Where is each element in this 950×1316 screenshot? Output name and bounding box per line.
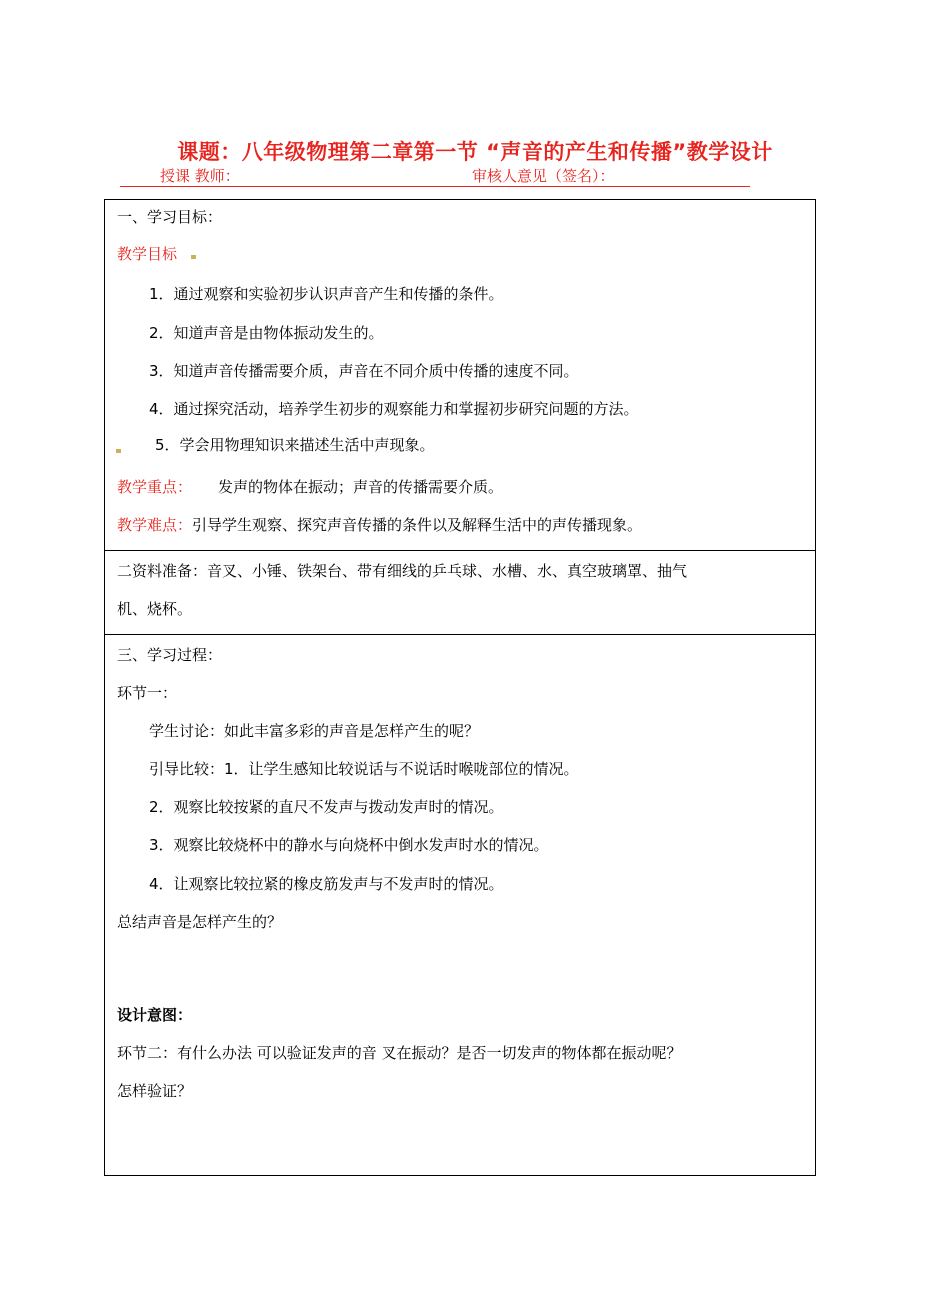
section1-heading: 一、学习目标： <box>117 208 223 226</box>
section3-heading: 三、学习过程： <box>117 646 223 664</box>
teacher-reviewer-line <box>120 164 750 187</box>
link2-line: 怎样验证？ <box>117 1082 193 1100</box>
teacher-label: 授课 教师： <box>160 167 240 185</box>
row-divider <box>105 550 815 551</box>
difficulty: 教学难点：引导学生观察、探究声音传播的条件以及解释生活中的声传播现象。 <box>117 516 643 534</box>
objective-item: 3．知道声音传播需要介质，声音在不同介质中传播的速度不同。 <box>149 362 579 380</box>
summary-line: 总结声音是怎样产生的？ <box>117 913 283 931</box>
scan-mark <box>191 255 196 259</box>
guide-line: 引导比较：1．让学生感知比较说话与不说话时喉咙部位的情况。 <box>149 760 579 778</box>
lesson-table <box>104 199 816 1176</box>
objective-item: 2．知道声音是由物体振动发生的。 <box>149 324 384 342</box>
objective-item: 5．学会用物理知识来描述生活中声现象。 <box>155 436 435 454</box>
objective-item: 4．通过探究活动，培养学生初步的观察能力和掌握初步研究问题的方法。 <box>149 400 639 418</box>
compare-item: 2．观察比较按紧的直尺不发声与拨动发声时的情况。 <box>149 798 504 816</box>
compare-item: 3．观察比较烧杯中的静水与向烧杯中倒水发声时水的情况。 <box>149 836 549 854</box>
objective-item: 1．通过观察和实验初步认识声音产生和传播的条件。 <box>149 285 504 303</box>
scan-mark <box>116 449 121 453</box>
design-intent: 设计意图： <box>117 1006 193 1024</box>
compare-item: 4．让观察比较拉紧的橡皮筋发声与不发声时的情况。 <box>149 875 504 893</box>
row-divider <box>105 634 815 635</box>
materials-line: 机、烧杯。 <box>117 600 193 618</box>
link2-line: 环节二：有什么办法 可以验证发声的音 叉在振动？是否一切发声的物体都在振动呢？ <box>117 1044 682 1062</box>
key-point: 教学重点： 发声的物体在振动；声音的传播需要介质。 <box>117 478 504 496</box>
discussion-line: 学生讨论：如此丰富多彩的声音是怎样产生的呢？ <box>149 722 480 740</box>
reviewer-label: 审核人意见（签名）： <box>472 167 615 185</box>
link1-label: 环节一： <box>117 684 178 702</box>
document-title: 课题：八年级物理第二章第一节 “声音的产生和传播”教学设计 <box>177 140 773 164</box>
materials-line: 二资料准备：音叉、小锤、铁架台、带有细线的乒乓球、水槽、水、真空玻璃罩、抽气 <box>117 562 688 580</box>
objectives-label: 教学目标 <box>117 245 197 263</box>
